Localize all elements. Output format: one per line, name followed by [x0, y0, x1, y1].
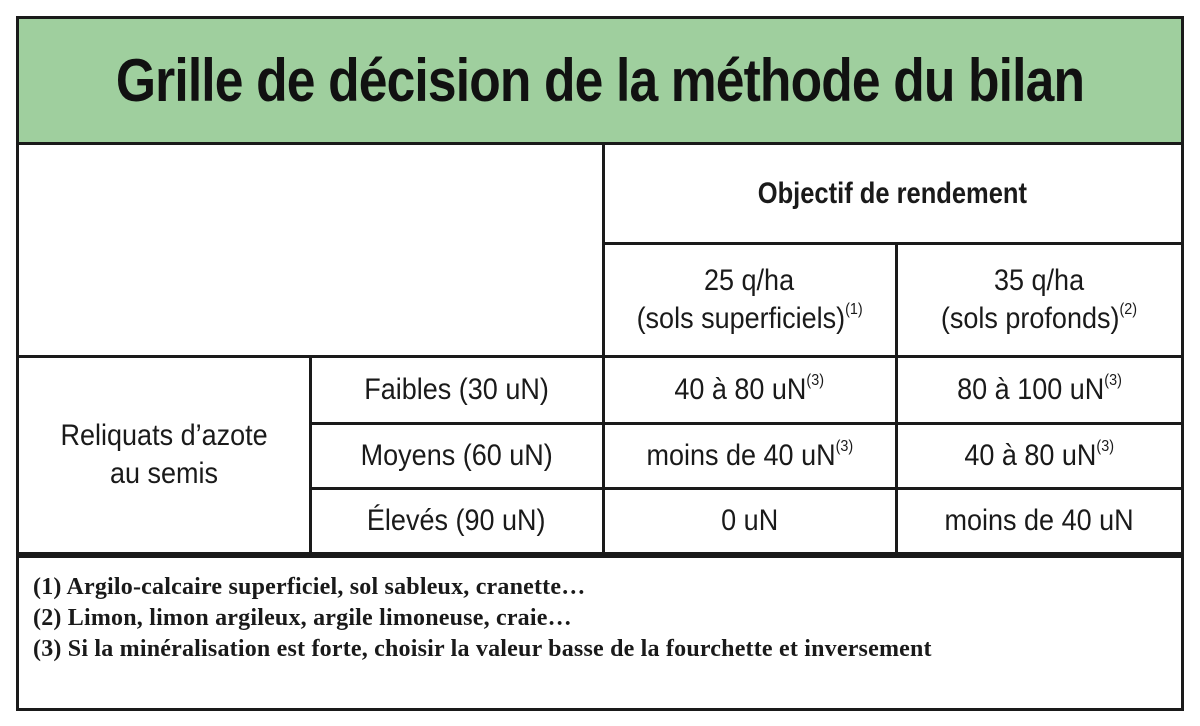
- footnote-ref-1: (1): [844, 300, 863, 318]
- decision-table: [19, 145, 1181, 555]
- col-header-25: [603, 243, 896, 356]
- row-group-line1: Reliquats d’azote: [60, 419, 268, 452]
- col-header-25-line2: (sols superficiels): [636, 301, 845, 335]
- cell-faibles-25: 40 à 80 $uN^{(3)}$: [603, 356, 896, 423]
- footnote-2: (2) Limon, limon argileux, argile limoneuse, craie…: [33, 604, 572, 631]
- col-header-35-line2: (sols profonds): [941, 301, 1120, 335]
- decision-grid-frame: [16, 16, 1184, 711]
- cell-eleves-25: 0 uN: [603, 488, 896, 553]
- footnotes: [19, 555, 1181, 665]
- row-group-label: [19, 356, 310, 553]
- objectif-header: [603, 145, 1181, 243]
- cell-moyens-25: moins de 40 $uN^{(3)}$: [603, 423, 896, 488]
- row-group-line2: au semis: [109, 456, 218, 490]
- col-header-25-line1: 25 q/ha: [704, 264, 795, 297]
- footnote-ref-2: (2): [1119, 300, 1138, 318]
- title-banner: [19, 19, 1181, 145]
- cell-eleves-35: moins de 40 uN: [896, 488, 1181, 553]
- col-header-35-line1: 35 q/ha: [994, 264, 1085, 297]
- objectif-label: Objectif de rendement: [758, 176, 1028, 210]
- row-label-moyens: Moyens (60 uN): [310, 423, 603, 488]
- page-title: Grille de décision de la méthode du bilan: [100, 19, 1099, 142]
- row-label-eleves: Élevés (90 uN): [310, 488, 603, 553]
- col-header-35: [896, 243, 1181, 356]
- footnote-1: (1) Argilo-calcaire superficiel, sol sableux, cranette…: [33, 573, 586, 600]
- footnote-3: (3) Si la minéralisation est forte, choisir la valeur basse de la fourchette et inversement: [33, 635, 932, 662]
- row-label-faibles: Faibles (30 uN): [310, 356, 603, 423]
- empty-corner-cell: [19, 145, 603, 356]
- cell-moyens-35: 40 à 80 $uN^{(3)}$: [896, 423, 1181, 488]
- cell-faibles-35: 80 à 100 $uN^{(3)}$: [896, 356, 1181, 423]
